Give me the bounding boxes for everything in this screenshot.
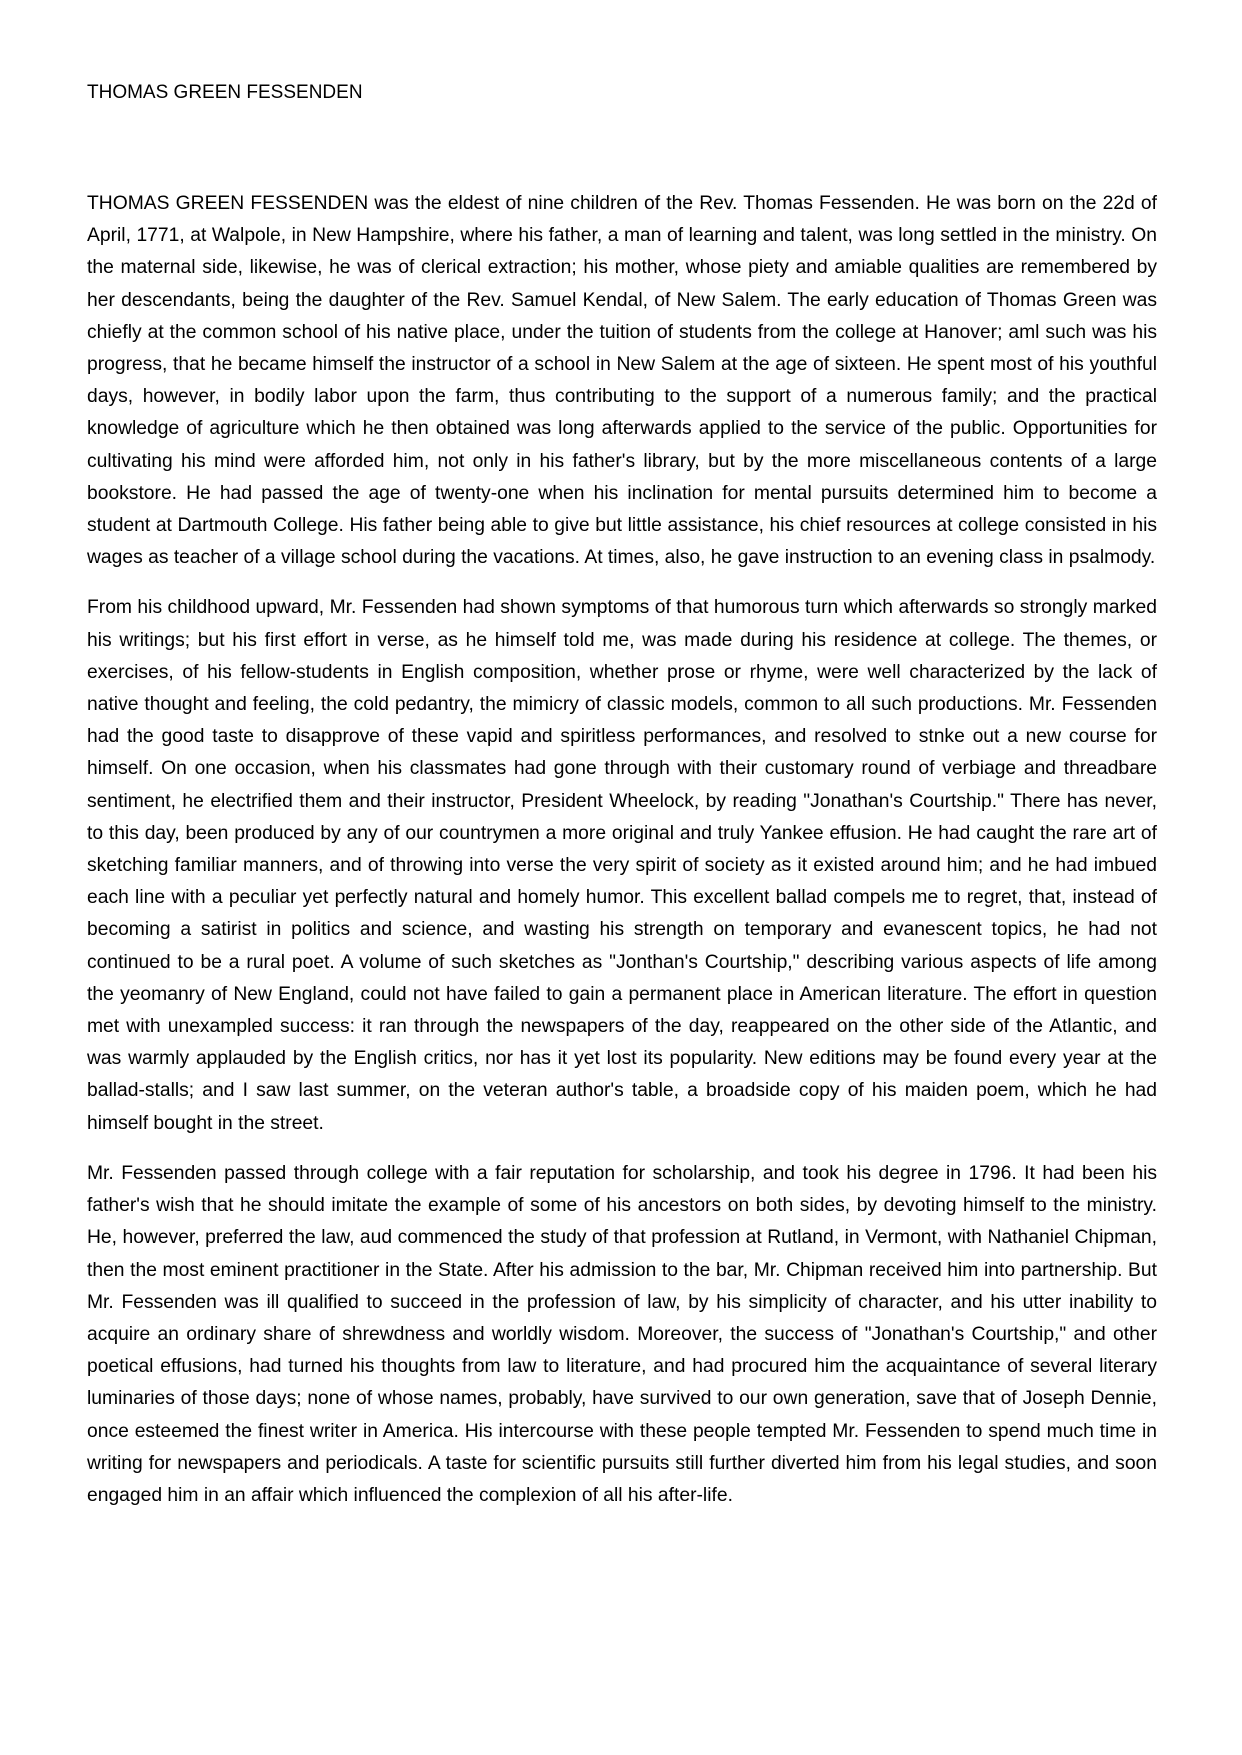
- paragraph-early-life: THOMAS GREEN FESSENDEN was the eldest of nine children of the Rev. Thomas Fessenden. He was born on the 22d of April, 1771, at Walpole, in New Hampshire, where his father, a man of learning and talent, was long settled in the ministry. On the maternal side, likewise, he was of clerical extraction; his mother, whose piety and amiable qualities are remembered by her descendants, being the daughter of the Rev. Samuel Kendal, of New Salem. The early education of Thomas Green was chiefly at the common school of his native place, under the tuition of students from the college at Hanover; aml such was his progress, that he became himself the instructor of a school in New Salem at the age of sixteen. He spent most of his youthful days, however, in bodily labor upon the farm, thus contributing to the support of a numerous family; and the practical knowledge of agriculture which he then obtained was long afterwards applied to the service of the public. Opportunities for cultivating his mind were afforded him, not only in his father's library, but by the more miscellaneous contents of a large bookstore. He had passed the age of twenty-one when his inclination for mental pursuits determined him to become a student at Dartmouth College. His father being able to give but little assistance, his chief resources at college consisted in his wages as teacher of a village school during the vacations. At times, also, he gave instruction to an evening class in psalmody.: [87, 193, 1157, 569]
- document-page: [87, 80, 1157, 1530]
- paragraph-jonathans-courtship: From his childhood upward, Mr. Fessenden had shown symptoms of that humorous turn which afterwards so strongly marked his writings; but his first effort in verse, as he himself told me, was made during his residence at college. The themes, or exercises, of his fellow-students in English composition, whether prose or rhyme, were well characterized by the lack of native thought and feeling, the cold pedantry, the mimicry of classic models, common to all such productions. Mr. Fessenden had the good taste to disapprove of these vapid and spiritless performances, and resolved to stnke out a new course for himself. On one occasion, when his classmates had gone through with their customary round of verbiage and threadbare sentiment, he electrified them and their instructor, President Wheelock, by reading "Jonathan's Courtship." There has never, to this day, been produced by any of our countrymen a more original and truly Yankee effusion. He had caught the rare art of sketching familiar manners, and of throwing into verse the very spirit of society as it existed around him; and he had imbued each line with a peculiar yet perfectly natural and homely humor. This excellent ballad compels me to regret, that, instead of becoming a satirist in politics and science, and wasting his strength on temporary and evanescent topics, he had not continued to be a rural poet. A volume of such sketches as "Jonthan's Courtship," describing various aspects of life among the yeomanry of New England, could not have failed to gain a permanent place in American literature. The effort in question met with unexampled success: it ran through the newspapers of the day, reappeared on the other side of the Atlantic, and was warmly applauded by the English critics, nor has it yet lost its popularity. New editions may be found every year at the ballad-stalls; and I saw last summer, on the veteran author's table, a broadside copy of his maiden poem, which he had himself bought in the street.: [87, 597, 1157, 1134]
- paragraph-law-career: Mr. Fessenden passed through college with a fair reputation for scholarship, and took his degree in 1796. It had been his father's wish that he should imitate the example of some of his ancestors on both sides, by devoting himself to the ministry. He, however, preferred the law, aud commenced the study of that profession at Rutland, in Vermont, with Nathaniel Chipman, then the most eminent practitioner in the State. After his admission to the bar, Mr. Chipman received him into partnership. But Mr. Fessenden was ill qualified to succeed in the profession of law, by his simplicity of character, and his utter inability to acquire an ordinary share of shrewdness and worldly wisdom. Moreover, the success of "Jonathan's Courtship," and other poetical effusions, had turned his thoughts from law to literature, and had procured him the acquaintance of several literary luminaries of those days; none of whose names, probably, have survived to our own generation, save that of Joseph Dennie, once esteemed the finest writer in America. His intercourse with these people tempted Mr. Fessenden to spend much time in writing for newspapers and periodicals. A taste for scientific pursuits still further diverted him from his legal studies, and soon engaged him in an affair which influenced the complexion of all his after-life.: [87, 1162, 1157, 1506]
- document-title: THOMAS GREEN FESSENDEN: [87, 82, 363, 103]
